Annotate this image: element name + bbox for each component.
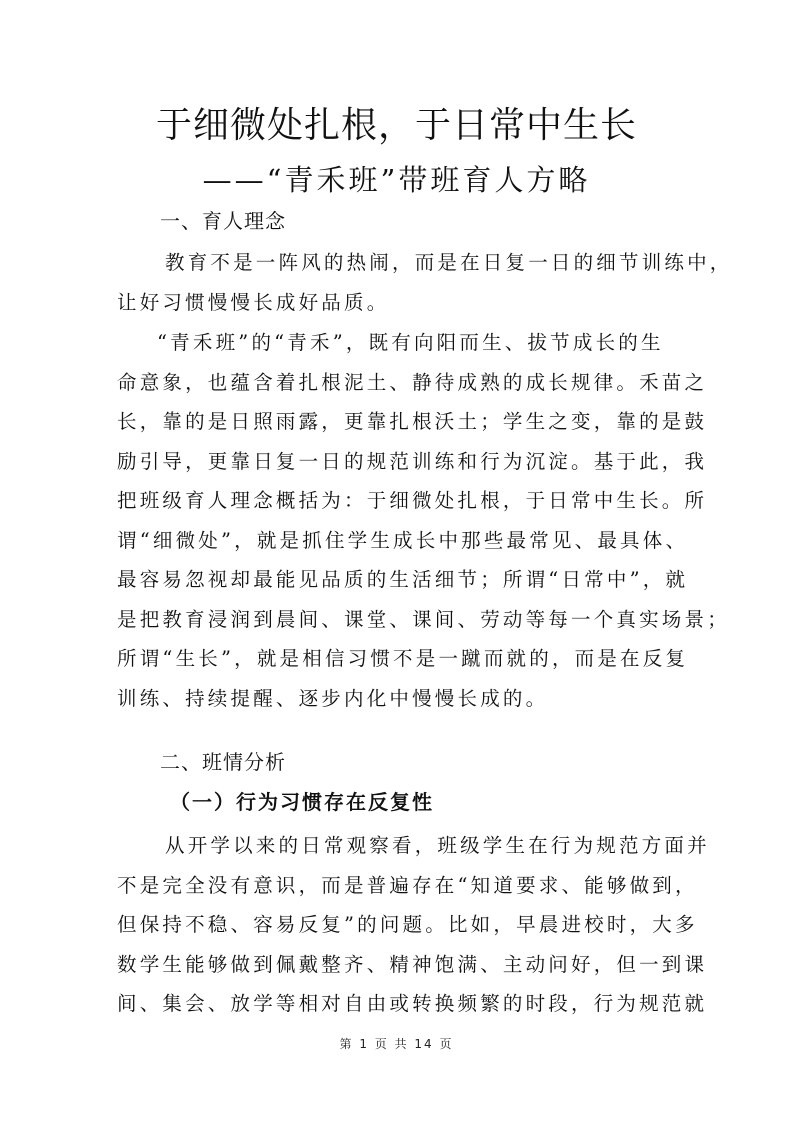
text-line: 间、集会、放学等相对自由或转换频繁的时段，行为规范就 [117, 992, 708, 1015]
text-line: 所谓“生长”，就是相信习惯不是一蹴而就的，而是在反复 [117, 647, 689, 670]
paragraph-behavior-analysis [117, 826, 710, 1024]
paragraph-qinghe-meaning [117, 323, 730, 718]
document-subtitle: ——“青禾班”带班育人方略 [202, 163, 591, 197]
text-line: 励引导，更靠日复一日的规范训练和行为沉淀。基于此，我 [117, 449, 708, 473]
text-line: 是把教育浸润到晨间、课堂、课间、劳动等每一个真实场景； [117, 607, 730, 631]
text-line: 让好习惯慢慢长成好品质。 [117, 290, 390, 314]
text-line: 不是完全没有意识，而是普遍存在“知道要求、能够做到， [117, 873, 698, 897]
section-heading-philosophy: 一、育人理念 [160, 209, 286, 233]
document-title: 于细微处扎根，于日常中生长 [155, 105, 637, 146]
text-line: 教育不是一阵风的热闹，而是在日复一日的细节训练中， [165, 251, 733, 274]
text-line: 谓“细微处”，就是抓住学生成长中那些最常见、最具体、 [117, 528, 689, 552]
text-line: 把班级育人理念概括为：于细微处扎根，于日常中生长。所 [117, 489, 708, 512]
page-number-footer: 第 1 页 共 14 页 [339, 1037, 454, 1051]
text-line: 从开学以来的日常观察看，班级学生在行为规范方面并 [165, 834, 710, 857]
subsection-heading-behavior: （一）行为习惯存在反复性 [170, 790, 434, 814]
text-line: “青禾班”的“青禾”，既有向阳而生、拔节成长的生 [157, 331, 664, 354]
text-line: 但保持不稳、容易反复”的问题。比如，早晨进校时，大多 [117, 913, 698, 936]
text-line: 命意象，也蕴含着扎根泥土、静待成熟的成长规律。禾苗之 [117, 370, 708, 394]
text-line: 最容易忽视却最能见品质的生活细节；所谓“日常中”，就 [117, 568, 689, 591]
text-line: 数学生能够做到佩戴整齐、精神饱满、主动问好，但一到课 [117, 952, 708, 976]
paragraph-philosophy-intro [117, 243, 733, 322]
text-line: 训练、持续提醒、逐步内化中慢慢长成的。 [117, 686, 549, 710]
text-line: 长，靠的是日照雨露，更靠扎根沃土；学生之变，靠的是鼓 [117, 410, 708, 433]
section-heading-class-analysis: 二、班情分析 [160, 750, 286, 774]
